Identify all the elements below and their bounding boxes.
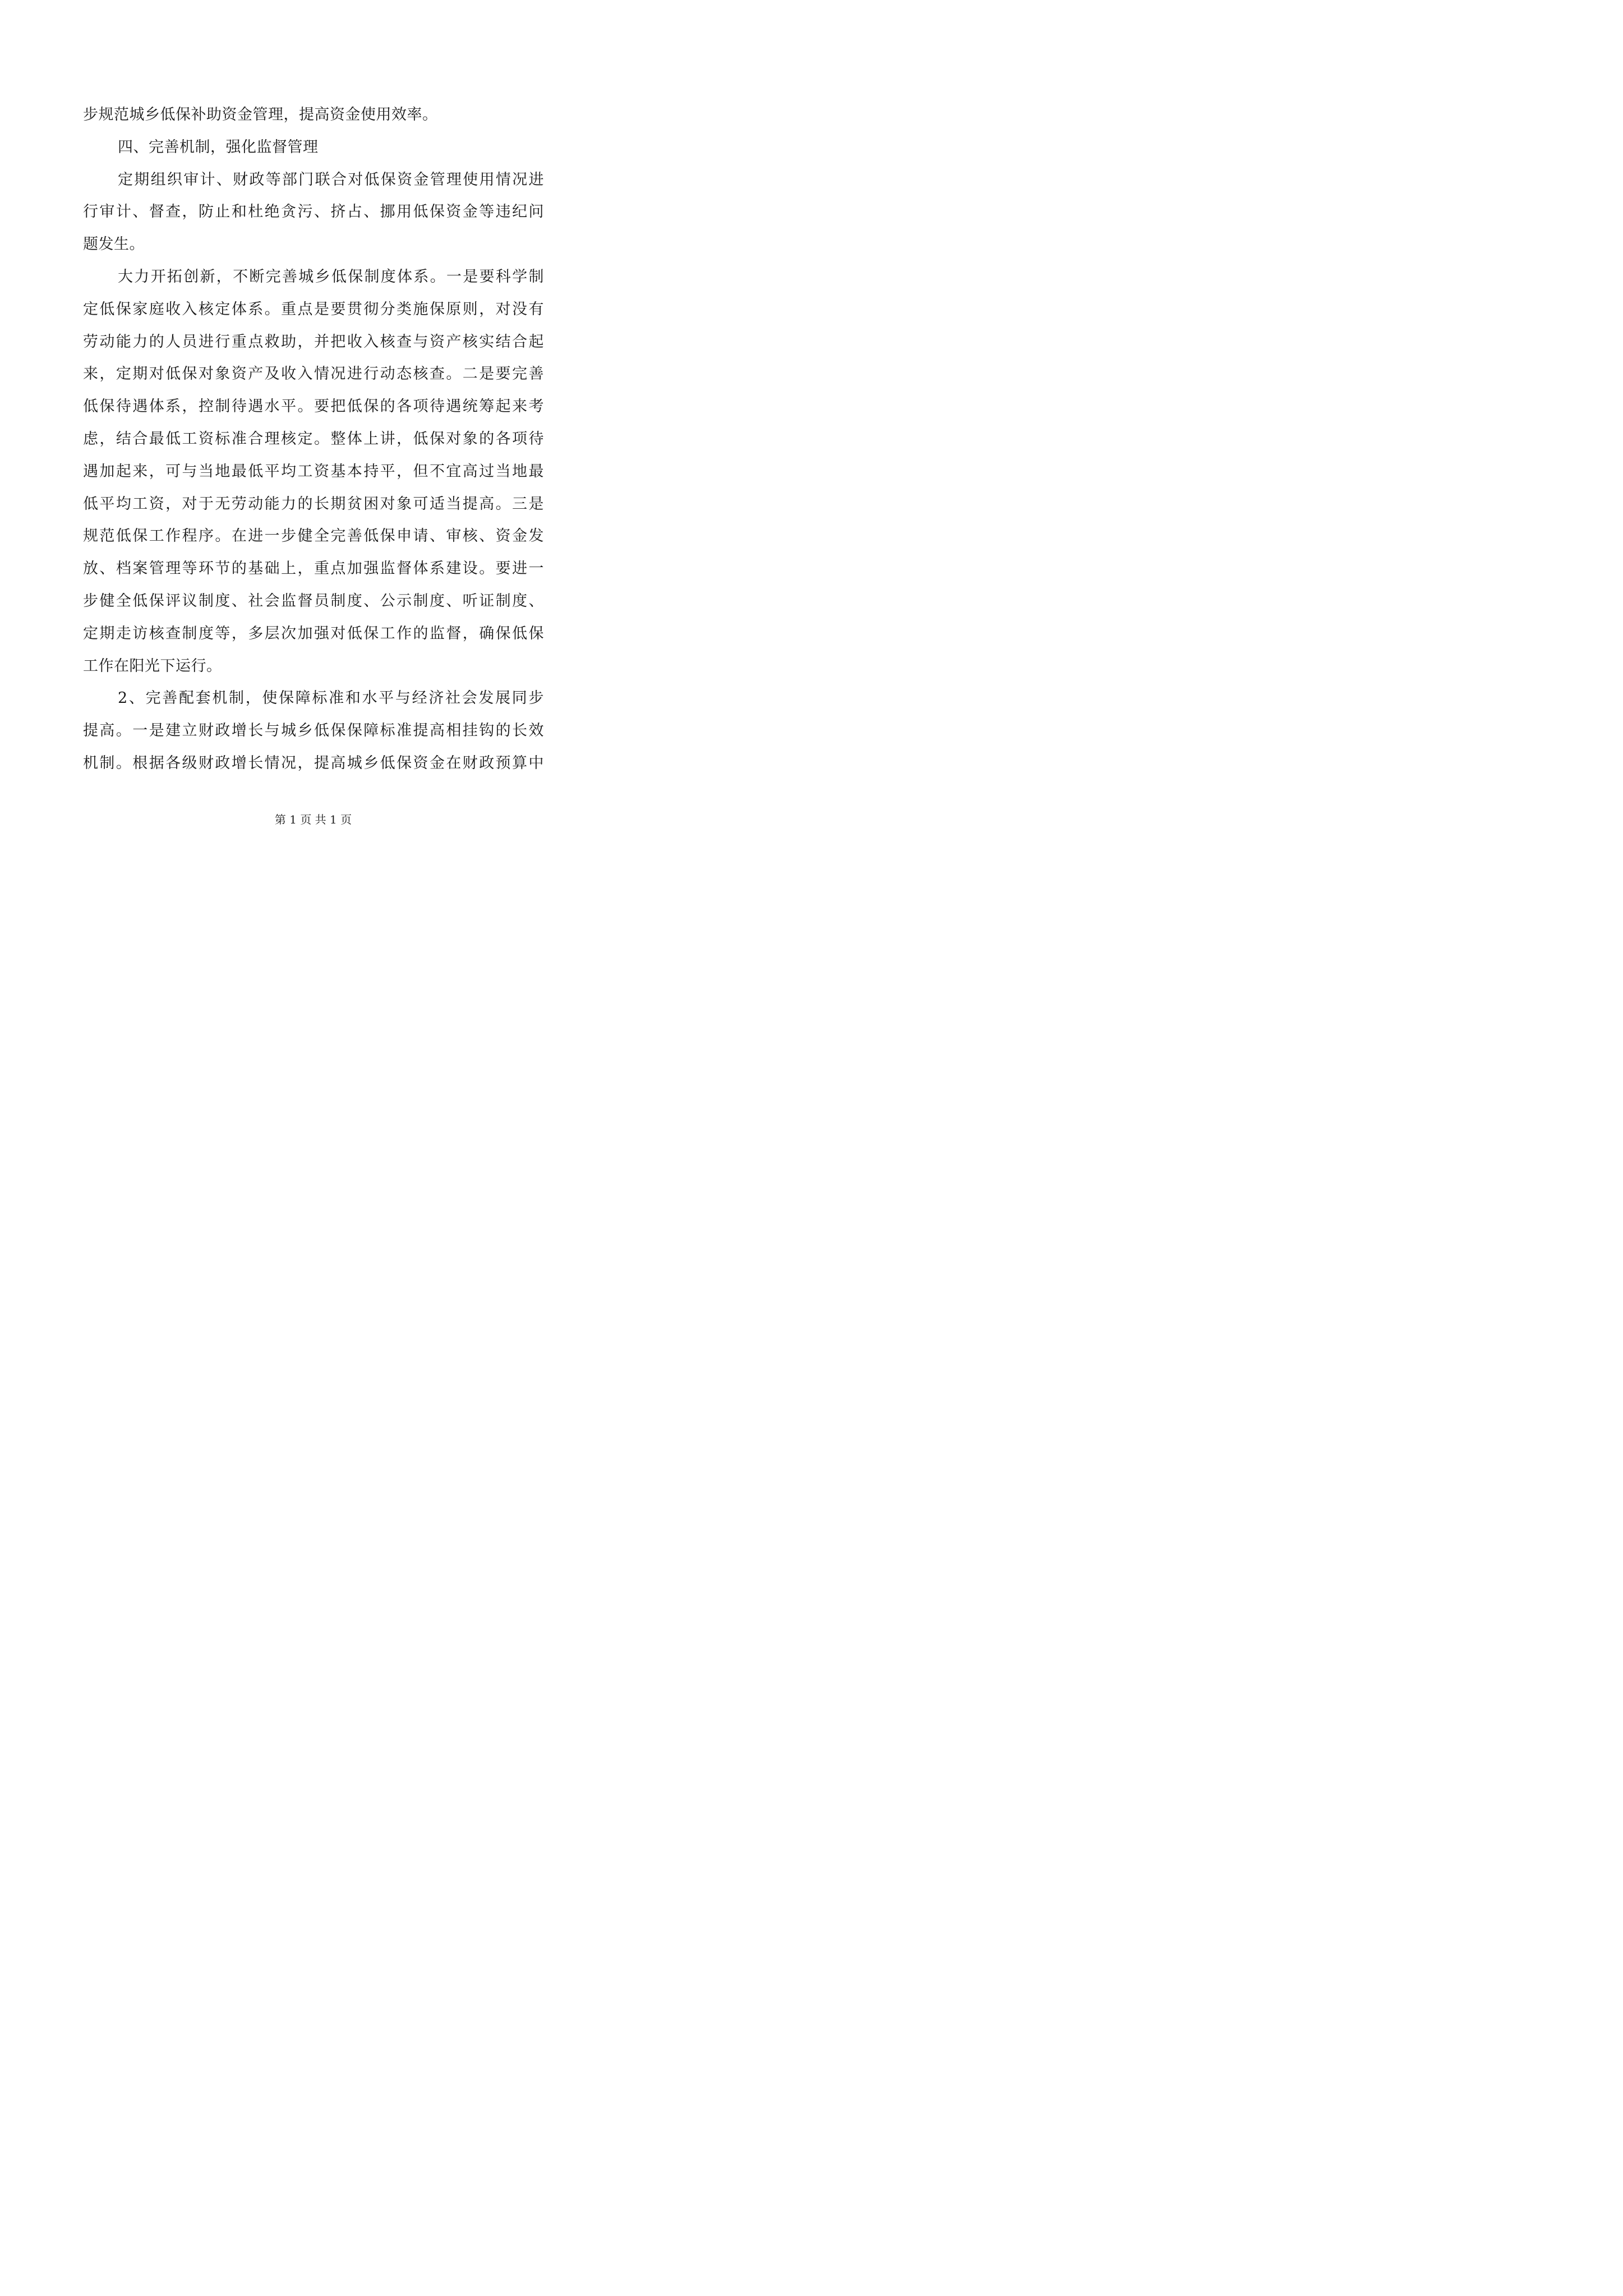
text-line: 定期走访核查制度等，多层次加强对低保工作的监督，确保低保 xyxy=(83,624,544,642)
text-line: 步规范城乡低保补助资金管理，提高资金使用效率。 xyxy=(83,106,438,123)
text-line: 来，定期对低保对象资产及收入情况进行动态核查。二是要完善 xyxy=(83,365,544,383)
text-line: 低平均工资，对于无劳动能力的长期贫困对象可适当提高。三是 xyxy=(83,495,544,513)
text-line: 大力开拓创新，不断完善城乡低保制度体系。一是要科学制 xyxy=(118,268,544,286)
text-line: 行审计、督查，防止和杜绝贪污、挤占、挪用低保资金等违纪问 xyxy=(83,203,544,221)
text-line: 虑，结合最低工资标准合理核定。整体上讲，低保对象的各项待 xyxy=(83,430,544,448)
text-line: 低保待遇体系，控制待遇水平。要把低保的各项待遇统筹起来考 xyxy=(83,398,544,416)
text-line: 定低保家庭收入核定体系。重点是要贯彻分类施保原则，对没有 xyxy=(83,300,544,318)
document-page xyxy=(0,0,626,886)
text-line: 规范低保工作程序。在进一步健全完善低保申请、审核、资金发 xyxy=(83,527,544,545)
text-line: 工作在阳光下运行。 xyxy=(83,657,222,675)
text-line: 提高。一是建立财政增长与城乡低保保障标准提高相挂钩的长效 xyxy=(83,722,544,740)
text-line: 遇加起来，可与当地最低平均工资基本持平，但不宜高过当地最 xyxy=(83,462,544,480)
document-body xyxy=(83,99,544,780)
text-line: 2、完善配套机制，使保障标准和水平与经济社会发展同步 xyxy=(118,689,544,707)
section-heading: 四、完善机制，强化监督管理 xyxy=(118,138,319,156)
text-line: 题发生。 xyxy=(83,236,145,254)
text-line: 放、档案管理等环节的基础上，重点加强监督体系建设。要进一 xyxy=(83,560,544,578)
text-line: 步健全低保评议制度、社会监督员制度、公示制度、听证制度、 xyxy=(83,592,544,610)
page-number-footer: 第 1 页 共 1 页 xyxy=(274,813,352,826)
text-line: 机制。根据各级财政增长情况，提高城乡低保资金在财政预算中 xyxy=(83,754,544,772)
text-line: 定期组织审计、财政等部门联合对低保资金管理使用情况进 xyxy=(118,171,544,188)
text-line: 劳动能力的人员进行重点救助，并把收入核查与资产核实结合起 xyxy=(83,333,544,351)
